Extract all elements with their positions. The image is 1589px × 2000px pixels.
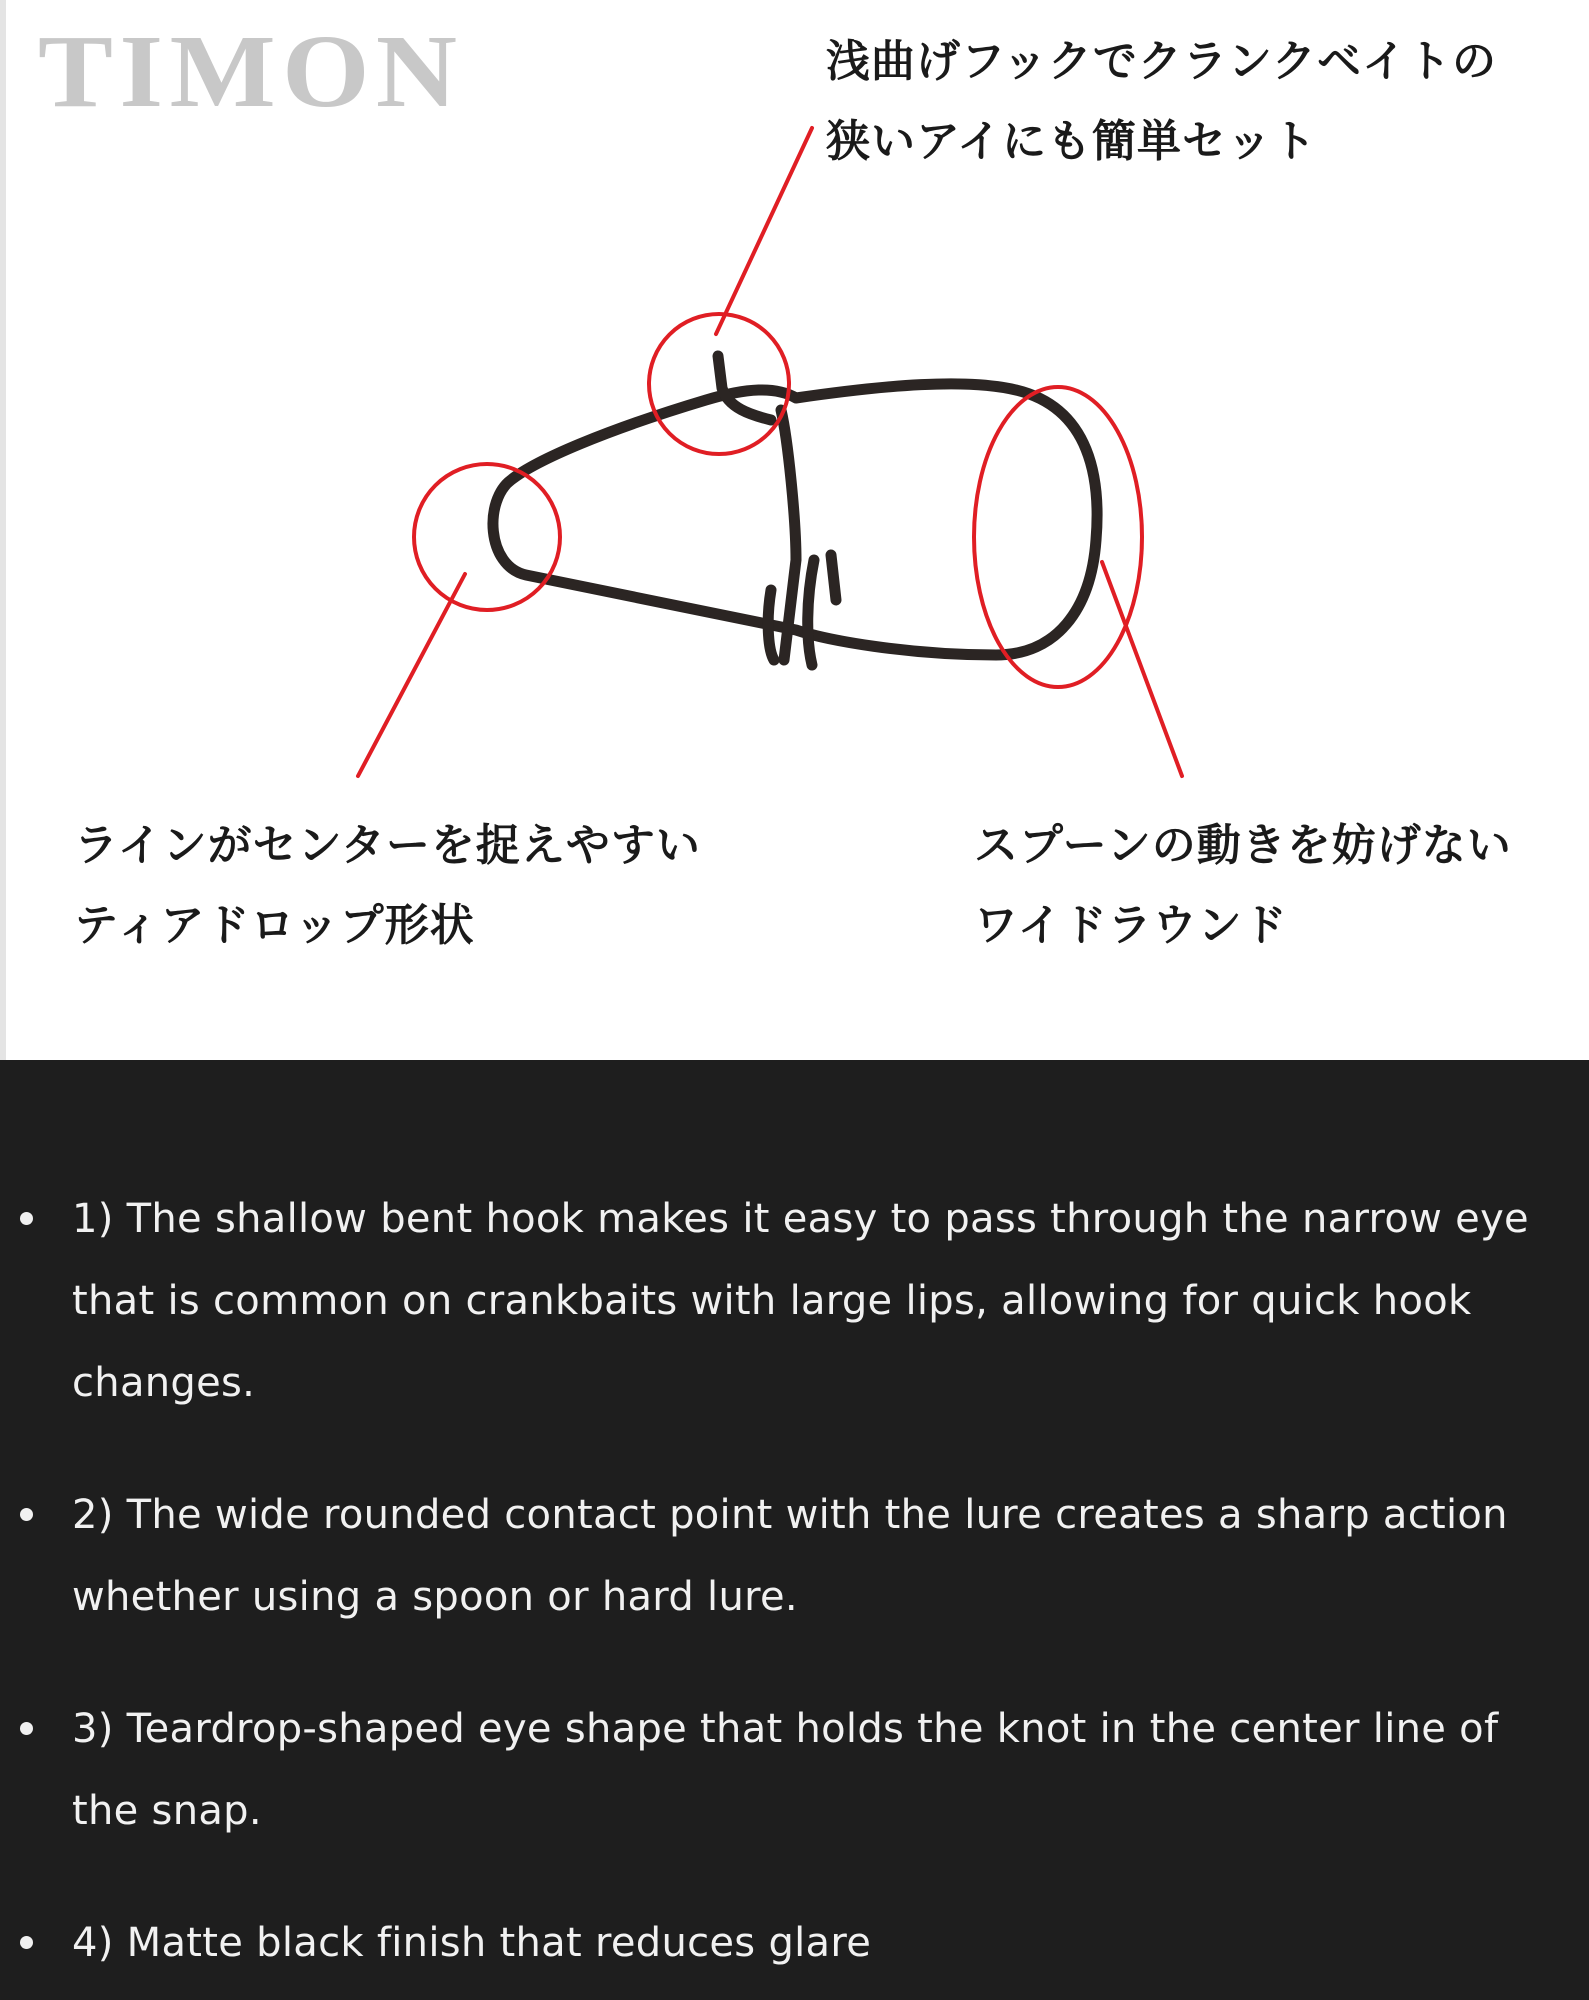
bullet-dot-icon bbox=[20, 1212, 33, 1225]
description-panel bbox=[0, 1060, 1589, 2000]
feature-text: 4) Matte black finish that reduces glare bbox=[72, 1920, 872, 1966]
list-item bbox=[0, 1474, 1589, 1638]
feature-list bbox=[0, 1178, 1589, 2000]
snap-wire-icon bbox=[493, 356, 1097, 665]
callout-teardrop-line1: ラインがセンターを捉えやすい bbox=[74, 820, 701, 871]
leader-line-hook bbox=[716, 128, 812, 334]
callout-hook-line1: 浅曲げフックでクランクベイトの bbox=[826, 36, 1498, 87]
list-item bbox=[0, 1178, 1589, 1424]
snap-coil-1 bbox=[768, 590, 774, 660]
list-item bbox=[0, 1902, 1589, 1984]
list-item bbox=[0, 1688, 1589, 1852]
bullet-dot-icon bbox=[20, 1722, 33, 1735]
snap-clasp-wire bbox=[781, 410, 796, 660]
feature-text: 1) The shallow bent hook makes it easy to pass through the narrow eye that is common on crankbaits with large lips, allowing for quick hook changes. bbox=[72, 1196, 1529, 1406]
leader-line-round bbox=[1102, 562, 1182, 776]
callout-teardrop-text bbox=[74, 806, 701, 966]
callout-round-text bbox=[974, 806, 1512, 966]
callout-hook-text bbox=[826, 22, 1497, 182]
feature-text: 2) The wide rounded contact point with the lure creates a sharp action whether using a spoon or hard lure. bbox=[72, 1492, 1508, 1620]
snap-coil-2 bbox=[808, 560, 814, 665]
feature-text: 3) Teardrop-shaped eye shape that holds the knot in the center line of the snap. bbox=[72, 1706, 1499, 1834]
snap-latch bbox=[831, 555, 836, 600]
bullet-dot-icon bbox=[20, 1508, 33, 1521]
highlight-circle-round bbox=[974, 387, 1142, 687]
highlight-circle-teardrop bbox=[414, 464, 560, 610]
callout-teardrop-line2: ティアドロップ形状 bbox=[74, 900, 475, 951]
brand-logo: TIMON bbox=[38, 14, 464, 129]
bullet-dot-icon bbox=[20, 1936, 33, 1949]
callout-round-line1: スプーンの動きを妨げない bbox=[974, 820, 1512, 871]
callout-round-line2: ワイドラウンド bbox=[974, 900, 1288, 951]
callout-hook-line2: 狭いアイにも簡単セット bbox=[826, 116, 1318, 167]
leader-line-teardrop bbox=[358, 574, 465, 776]
